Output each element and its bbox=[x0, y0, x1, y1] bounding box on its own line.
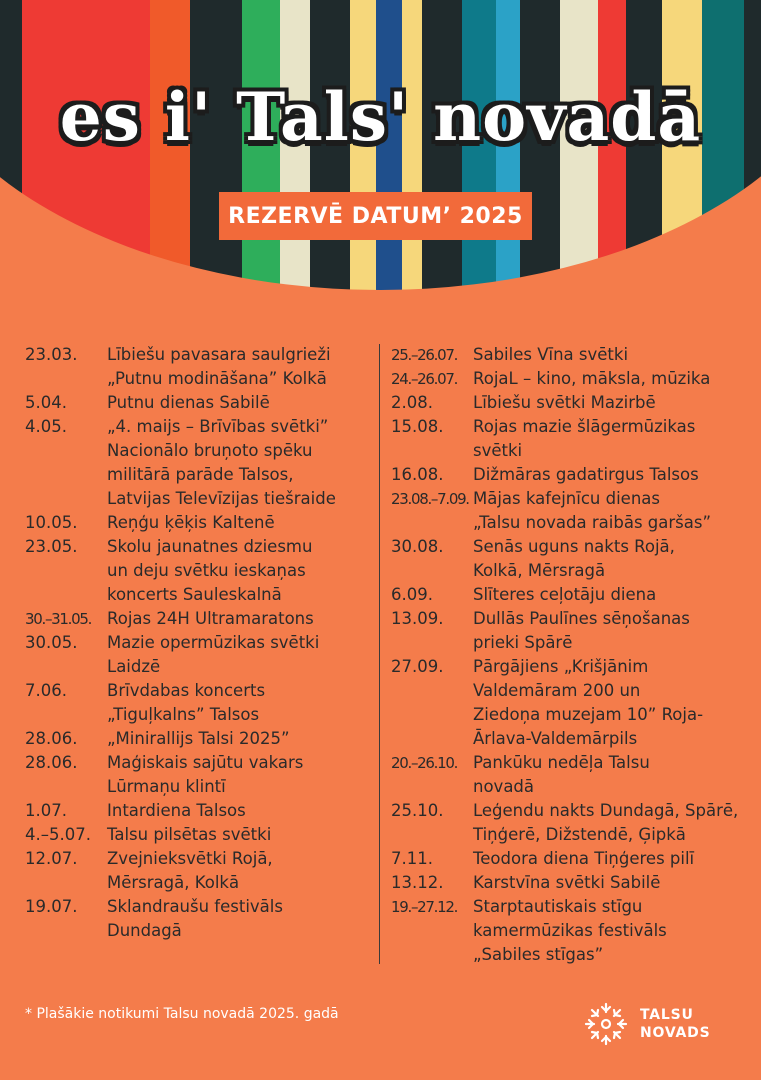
event-date: 24.–26.07. bbox=[391, 370, 458, 388]
event-date: 13.12. bbox=[391, 873, 444, 892]
event-description-line: „Talsu novada raibās garšas” bbox=[473, 513, 712, 532]
event-description-line: „4. maijs – Brīvības svētki” bbox=[107, 417, 329, 436]
event-date: 25.10. bbox=[391, 801, 444, 820]
event-description-line: Kolkā, Mērsragā bbox=[473, 561, 606, 580]
event-description-line: Zvejnieksvētki Rojā, bbox=[107, 849, 273, 868]
event-description bbox=[473, 871, 736, 895]
event-description-line: Intardiena Talsos bbox=[107, 801, 246, 820]
event-date: 16.08. bbox=[391, 465, 444, 484]
event-item bbox=[391, 463, 736, 487]
event-description bbox=[107, 727, 375, 751]
event-item bbox=[391, 415, 736, 463]
event-date: 2.08. bbox=[391, 393, 433, 412]
event-item bbox=[391, 535, 736, 583]
event-date: 6.09. bbox=[391, 585, 433, 604]
event-date: 4.–5.07. bbox=[25, 825, 91, 844]
event-description bbox=[107, 511, 375, 535]
event-description bbox=[107, 391, 375, 415]
logo-line-1: TALSU bbox=[640, 1007, 694, 1023]
event-item bbox=[25, 679, 375, 727]
event-description-line: Pārgājiens „Krišjānim bbox=[473, 657, 649, 676]
event-description bbox=[107, 607, 375, 631]
event-date: 25.–26.07. bbox=[391, 346, 458, 364]
event-description bbox=[473, 391, 736, 415]
events-list-left bbox=[25, 343, 375, 943]
event-item bbox=[25, 751, 375, 799]
event-description bbox=[473, 487, 736, 535]
event-description-line: novadā bbox=[473, 777, 535, 796]
event-description-line: Lūrmaņu klintī bbox=[107, 777, 226, 796]
event-description-line: kamermūzikas festivāls bbox=[473, 921, 667, 940]
event-description-line: „Minirallijs Talsi 2025” bbox=[107, 729, 290, 748]
event-description bbox=[473, 463, 736, 487]
event-item bbox=[391, 751, 736, 799]
event-description bbox=[107, 799, 375, 823]
event-description bbox=[473, 607, 736, 655]
event-date: 10.05. bbox=[25, 513, 78, 532]
event-description-line: Talsu pilsētas svētki bbox=[107, 825, 272, 844]
column-divider bbox=[379, 344, 380, 964]
event-description-line: Rojas 24H Ultramaratons bbox=[107, 609, 314, 628]
event-item bbox=[391, 583, 736, 607]
event-item bbox=[25, 823, 375, 847]
event-description-line: Slīteres ceļotāju diena bbox=[473, 585, 657, 604]
event-description-line: Laidzē bbox=[107, 657, 161, 676]
event-item bbox=[391, 895, 736, 967]
event-description-line: Teodora diena Tiņģeres pilī bbox=[473, 849, 695, 868]
event-description-line: Pankūku nedēļa Talsu bbox=[473, 753, 650, 772]
event-description-line: „Tiguļkalns” Talsos bbox=[107, 705, 260, 724]
snowflake-ornament-icon bbox=[582, 1000, 630, 1048]
event-description bbox=[473, 799, 738, 847]
event-item bbox=[25, 631, 375, 679]
event-item bbox=[391, 655, 736, 751]
talsu-novads-logo bbox=[582, 1000, 710, 1048]
event-description bbox=[107, 847, 375, 895]
event-description bbox=[107, 535, 375, 607]
event-date: 30.05. bbox=[25, 633, 78, 652]
event-description-line: Brīvdabas koncerts bbox=[107, 681, 266, 700]
event-description-line: Ziedoņa muzejam 10” Roja- bbox=[473, 705, 704, 724]
event-description bbox=[107, 415, 375, 511]
event-date: 15.08. bbox=[391, 417, 444, 436]
event-description-line: militārā parāde Talsos, bbox=[107, 465, 294, 484]
event-description-line: Valdemāram 200 un bbox=[473, 681, 641, 700]
event-date: 27.09. bbox=[391, 657, 444, 676]
event-description bbox=[473, 583, 736, 607]
event-description-line: Sklandraušu festivāls bbox=[107, 897, 283, 916]
event-description-line: Reņģu ķēķis Kaltenē bbox=[107, 513, 275, 532]
event-item bbox=[25, 415, 375, 511]
event-description-line: Dullās Paulīnes sēņošanas bbox=[473, 609, 690, 628]
event-description-line: Mērsragā, Kolkā bbox=[107, 873, 240, 892]
event-description-line: koncerts Sauleskalnā bbox=[107, 585, 282, 604]
event-item bbox=[25, 607, 375, 631]
event-item bbox=[391, 799, 739, 847]
event-description-line: Dižmāras gadatirgus Talsos bbox=[473, 465, 699, 484]
event-description-line: Karstvīna svētki Sabilē bbox=[473, 873, 661, 892]
reserve-date-badge: REZERVĒ DATUM’ 2025 bbox=[219, 192, 532, 240]
event-item bbox=[391, 871, 736, 895]
event-date: 23.05. bbox=[25, 537, 78, 556]
event-item bbox=[25, 535, 375, 607]
event-date: 19.07. bbox=[25, 897, 78, 916]
event-item bbox=[391, 847, 736, 871]
event-item bbox=[25, 343, 375, 391]
event-item bbox=[25, 391, 375, 415]
event-description-line: prieki Spārē bbox=[473, 633, 573, 652]
event-item bbox=[391, 391, 736, 415]
event-description-line: Tiņģerē, Dižstendē, Ģipkā bbox=[473, 825, 686, 844]
event-item bbox=[25, 511, 375, 535]
event-description-line: Mazie opermūzikas svētki bbox=[107, 633, 320, 652]
event-description-line: Lībiešu pavasara saulgrieži bbox=[107, 345, 331, 364]
logo-line-2: NOVADS bbox=[640, 1025, 711, 1041]
event-item bbox=[391, 487, 736, 535]
logo-text bbox=[640, 1006, 710, 1042]
event-description-line: Rojas mazie šlāgermūzikas bbox=[473, 417, 696, 436]
event-item bbox=[391, 343, 736, 367]
event-date: 23.03. bbox=[25, 345, 78, 364]
event-date: 13.09. bbox=[391, 609, 444, 628]
event-date: 20.–26.10. bbox=[391, 754, 458, 772]
event-description-line: svētki bbox=[473, 441, 523, 460]
event-description-line: „Putnu modināšana” Kolkā bbox=[107, 369, 327, 388]
event-date: 12.07. bbox=[25, 849, 78, 868]
event-description-line: „Sabiles stīgas” bbox=[473, 945, 604, 964]
event-description bbox=[473, 535, 736, 583]
event-date: 7.11. bbox=[391, 849, 433, 868]
event-description-line: Sabiles Vīna svētki bbox=[473, 345, 629, 364]
event-description-line: Lībiešu svētki Mazirbē bbox=[473, 393, 656, 412]
event-date: 30.08. bbox=[391, 537, 444, 556]
event-date: 19.–27.12. bbox=[391, 898, 458, 916]
event-item bbox=[25, 847, 375, 895]
event-description-line: Senās uguns nakts Rojā, bbox=[473, 537, 675, 556]
event-description bbox=[107, 631, 375, 679]
event-date: 28.06. bbox=[25, 753, 78, 772]
event-description bbox=[107, 679, 375, 727]
event-description-line: Dundagā bbox=[107, 921, 182, 940]
event-date: 4.05. bbox=[25, 417, 67, 436]
event-description bbox=[473, 751, 736, 799]
event-description-line: Putnu dienas Sabilē bbox=[107, 393, 270, 412]
event-description-line: Leģendu nakts Dundagā, Spārē, bbox=[473, 801, 739, 820]
event-description bbox=[107, 895, 375, 943]
event-date: 7.06. bbox=[25, 681, 67, 700]
event-description-line: Nacionālo bruņoto spēku bbox=[107, 441, 313, 460]
event-description bbox=[473, 895, 736, 967]
event-description bbox=[473, 367, 736, 391]
footnote: * Plašākie notikumi Talsu novadā 2025. gadā bbox=[25, 1006, 339, 1022]
event-item bbox=[391, 607, 736, 655]
event-description-line: un deju svētku ieskaņas bbox=[107, 561, 306, 580]
event-description bbox=[473, 415, 736, 463]
event-description bbox=[107, 751, 375, 799]
event-description bbox=[473, 655, 736, 751]
event-description bbox=[473, 343, 736, 367]
event-description bbox=[473, 847, 736, 871]
event-date: 1.07. bbox=[25, 801, 67, 820]
event-item bbox=[25, 895, 375, 943]
poster-title: es i' Tals' novadā bbox=[59, 78, 702, 156]
event-description-line: Maģiskais sajūtu vakars bbox=[107, 753, 304, 772]
event-description-line: Starptautiskais stīgu bbox=[473, 897, 643, 916]
event-description-line: Mājas kafejnīcu dienas bbox=[473, 489, 660, 508]
event-item bbox=[25, 799, 375, 823]
event-description-line: Skolu jaunatnes dziesmu bbox=[107, 537, 313, 556]
event-date: 30.–31.05. bbox=[25, 610, 92, 628]
event-description-line: Latvijas Televīzijas tiešraide bbox=[107, 489, 336, 508]
event-description-line: Ārlava-Valdemārpils bbox=[473, 729, 638, 748]
event-description bbox=[107, 823, 375, 847]
event-description-line: RojaL – kino, māksla, mūzika bbox=[473, 369, 711, 388]
event-date: 28.06. bbox=[25, 729, 78, 748]
event-date: 23.08.–7.09. bbox=[391, 490, 469, 508]
event-item bbox=[25, 727, 375, 751]
event-date: 5.04. bbox=[25, 393, 67, 412]
events-list-right bbox=[391, 343, 739, 967]
event-description bbox=[107, 343, 375, 391]
event-item bbox=[391, 367, 736, 391]
